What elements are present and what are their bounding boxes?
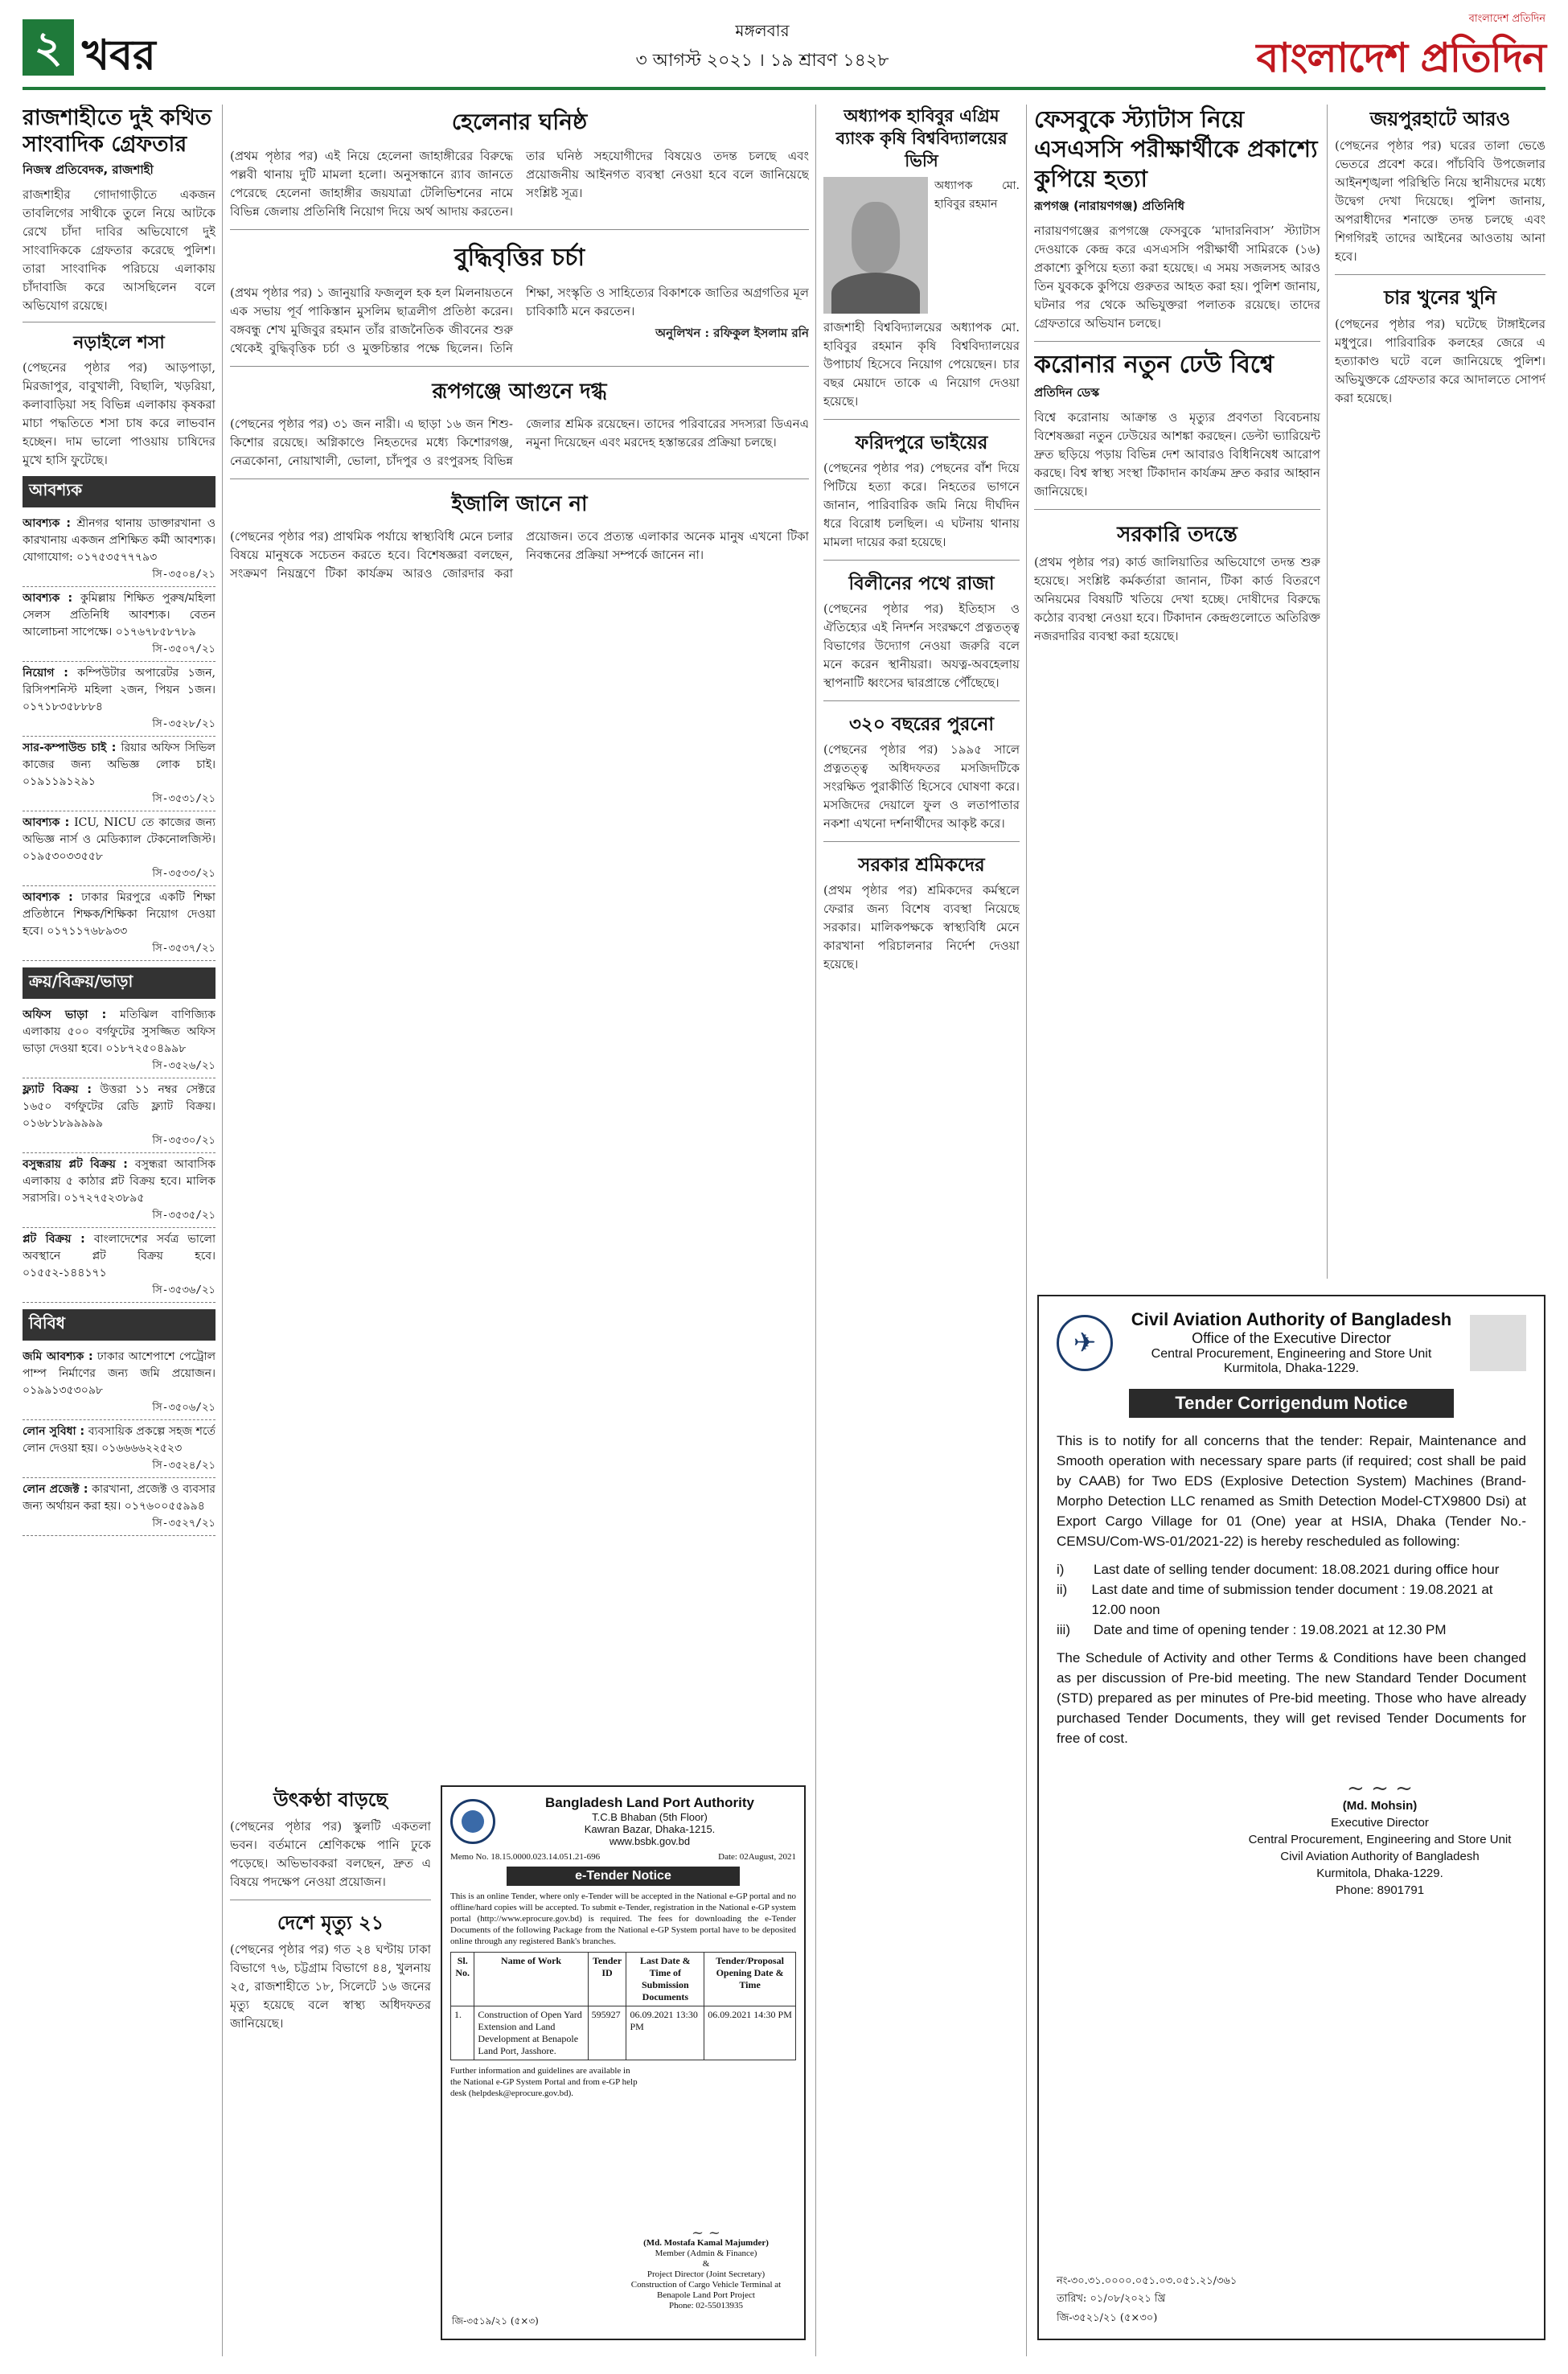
article-facebook: নারায়ণগঞ্জের রূপগঞ্জে ফেসবুকে ‘মাদারনিবাস’ স্ট্যাটাস দেওয়াকে কেন্দ্র করে এসএসসি পরীক্ষার্থী সামিরকে (১৬) প্রকাশ্যে কুপিয়ে হত্যা করা হয়েছে। এ সময় সজলসহ আরও তিন যুবককে কুপিয়ে গুরুতর আহত করা হয়। পুলিশ জানায়, ঘটনার পর থেকে অভিযুক্তরা পলাতক রয়েছে। তাদের গ্রেফতারে অভিযান চলছে। <box>1034 224 1320 331</box>
caab-intro: This is to notify for all concerns that the tender: Repair, Maintenance and Smooth operation with necessary spare parts (if required; cost shall be paid by CAAB) for Two EDS (Explosive Detection System) Machines (Brand- Morpho Detection LLC renamed as Smith Detection Model-CTX9800 Dsi) at Export Cargo Village for 01 (One) year at HSIA, Dhaka (Tender No.-CEMSU/Com-WS-01/2021-22) is hereby rescheduled as following: <box>1057 1433 1526 1549</box>
land-port-memo: Memo No. 18.15.0000.023.14.051.21-696 <box>450 1852 601 1862</box>
column-small-news <box>230 1785 431 2348</box>
article-ijali-body <box>230 528 809 583</box>
byline-facebook: রূপগঞ্জ (নারায়ণগঞ্জ) প্রতিনিধি <box>1034 199 1185 213</box>
byline-rajshahi: নিজস্ব প্রতিবেদক, রাজশাহী <box>23 162 154 177</box>
list-item: iii) Date and time of opening tender : 19.08.2021 at 12.30 PM <box>1057 1622 1447 1637</box>
newspaper-logo <box>1208 11 1545 92</box>
column-middle <box>823 105 1020 2356</box>
article-bilin: (পেছনের পৃষ্ঠার পর) ইতিহাস ও ঐতিহ্যের এই নিদর্শন সংরক্ষণে প্রত্নতত্ত্ব বিভাগের উদ্যোগ নেওয়া জরুরি বলে মনে করেন স্থানীয়রা। অযত্ন-অবহেলায় স্থাপনাটি ধ্বংসের দ্বারপ্রান্তে পৌঁছেছে। <box>823 602 1020 690</box>
land-port-signature-block: ~ ~ (Md. Mostafa Kamal Majumder) Member (Admin & Finance) & Project Director (Joint Secretary) Construction of Cargo Vehicle Terminal at Benapole Land Port Project Phone: 02-55013935 <box>618 2228 794 2311</box>
land-port-intro: This is an online Tender, where only e-Tender will be accepted in the National e-GP portal and no offline/hard copies will be accepted. To submit e-Tender, registration in the National e-GP system portal (http://www.eprocure.gov.bd) is required. The fees for downloading the e-Tender Documents of the following Package from the National e-GP System portal have to be deposited online through any registered Bank's branches. <box>450 1891 796 1946</box>
vc-caption: অধ্যাপক মো. হাবিবুর রহমান <box>934 179 1020 211</box>
divider <box>823 841 1020 842</box>
classified-item: লোন সুবিধা : ব্যবসায়িক প্রকল্পে সহজ শর্তে লোন দেওয়া হয়। ০১৬৬৬৬২২৫২৩ সি-৩৫২৪/২১ <box>23 1420 215 1478</box>
column-rule <box>222 105 223 2356</box>
divider <box>823 700 1020 701</box>
headline-buddhi: বুদ্ধিবৃত্তির চর্চা <box>454 244 585 272</box>
page-number: ২ <box>23 19 74 76</box>
table-header: Sl. No. <box>451 1953 474 2006</box>
portrait-image <box>1470 1315 1526 1371</box>
divider <box>1034 341 1320 342</box>
byline-corona: প্রতিদিন ডেস্ক <box>1034 385 1100 400</box>
article-joypurhat: (পেছনের পৃষ্ঠার পর) ঘরের তালা ভেঙে ভেতরে প্রবেশ করে। পাঁচবিবি উপজেলার আইনশৃঙ্খলা পরিস্থিতি নিয়ে স্থানীয়দের মধ্যে উদ্বেগ দেখা দিয়েছে। পুলিশ জানায়, অপরাধীদের শনাক্তে তদন্ত চলছে এবং শিগগিরই তাদের আইনের আওতায় আনা হবে। <box>1335 138 1545 264</box>
caab-org: Civil Aviation Authority of Bangladesh <box>1131 1309 1452 1329</box>
column-rule <box>1026 105 1027 2356</box>
headline-vc: অধ্যাপক হাবিবুর এগ্রিম ব্যাংক কৃষি বিশ্ববিদ্যালয়ের ভিসি <box>835 106 1008 170</box>
article-corona: বিশ্বে করোনায় আক্রান্ত ও মৃত্যুর প্রবণতা বিবেচনায় বিশেষজ্ঞরা নতুন ঢেউয়ের আশঙ্কা করছেন। ডেল্টা ভ্যারিয়েন্ট দ্রুত ছড়িয়ে পড়ায় বিভিন্ন দেশ আবারও বিধিনিষেধ আরোপ করছে। বিশ্ব স্বাস্থ্য সংস্থা টিকাদান কার্যক্রম দ্রুত করার আহ্বান জানিয়েছে। <box>1034 410 1320 499</box>
signature-icon: ~ ~ <box>692 2224 720 2241</box>
column-middle-right <box>1034 105 1320 1287</box>
logo-tagline: বাংলাদেশ প্রতিদিন <box>1468 13 1545 25</box>
ad-caab <box>1037 1295 1545 2340</box>
headline-threehundred: ৩২০ বছরের পুরনো <box>848 714 995 735</box>
headline-facebook: ফেসবুকে স্ট্যাটাস নিয়ে এসএসসি পরীক্ষার্থীকে প্রকাশ্যে কুপিয়ে হত্যা <box>1034 105 1318 192</box>
list-item: i) Last date of selling tender document: 18.08.2021 during office hour <box>1057 1562 1500 1577</box>
headline-helena: হেলেনার ঘনিষ্ঠ <box>451 109 588 135</box>
article-utkantha: (পেছনের পৃষ্ঠার পর) স্কুলটি একতলা ভবন। বর্তমানে শ্রেণিকক্ষে পানি ঢুকে পড়েছে। অভিভাবকরা বলছেন, দ্রুত এ বিষয়ে পদক্ষেপ নেওয়া প্রয়োজন। <box>230 1819 431 1889</box>
caab-items <box>1057 1559 1526 1640</box>
classified-item: আবশ্যক : কুমিল্লায় শিক্ষিত পুরুষ/মহিলা সেলস প্রতিনিধি আবশ্যক। বেতন আলোচনা সাপেক্ষে। ০১৭৬৭৮৫৮৭৮৯ সি-৩৫০৭/২১ <box>23 587 215 662</box>
table-header: Tender ID <box>588 1953 626 2006</box>
caab-unit: Central Procurement, Engineering and Store Unit <box>1151 1347 1432 1361</box>
classified-section-title: আবশ্যক <box>23 476 215 507</box>
headline-rupganj: রূপগঞ্জে আগুনে দগ্ধ <box>432 380 607 404</box>
caab-memo: নং-৩০.৩১.০০০০.০৫১.০৩.০৫১.২১/৩৬১ <box>1057 2275 1238 2287</box>
caab-office: Office of the Executive Director <box>1192 1330 1391 1346</box>
table-header: Last Date & Time of Submission Documents <box>626 1953 704 2006</box>
land-port-code: জি-৩৫১৯/২১ (৫×৩) <box>452 2315 539 2327</box>
column-left <box>23 105 215 2356</box>
article-buddhi-body <box>230 284 809 358</box>
headline-sarkari: সরকারি তদন্তে <box>1117 523 1238 547</box>
signature-icon: ~ ~ ~ <box>1347 1776 1413 1801</box>
classified-item: আবশ্যক : শ্রীনগর থানায় ডাক্তারখানা ও কারখানায় একজন প্রশিক্ষিত কর্মী আবশ্যক। যোগাযোগ: ০১৭৫৩৫৭৭৭৯৩ সি-৩৫০৪/২১ <box>23 512 215 587</box>
classified-item: আবশ্যক : ঢাকার মিরপুরে একটি শিক্ষা প্রতিষ্ঠানে শিক্ষক/শিক্ষিকা নিয়োগ দেওয়া হবে। ০১৭১১৭৬৮৯৩৩ সি-৩৫৩৭/২১ <box>23 886 215 961</box>
classified-item: বসুন্ধরায় প্লট বিক্রয় : বসুন্ধরা আবাসিক এলাকায় ৫ কাঠার প্লট বিক্রয় হবে। মালিক সরাসরি। ০১৭২৭৫২৩৮৯৫ সি-৩৫৩৫/২১ <box>23 1153 215 1228</box>
land-port-table <box>450 1952 796 2060</box>
article-ijali: (পেছনের পৃষ্ঠার পর) প্রাথমিক পর্যায়ে স্বাস্থ্যবিধি মেনে চলার বিষয়ে মানুষকে সচেতন করতে হবে। বিশেষজ্ঞরা বলছেন, সংক্রমণ নিয়ন্ত্রণে টিকা কার্যক্রম আরও জোরদার করা প্রয়োজন। তবে প্রত্যন্ত এলাকার অনেক মানুষ এখনো টিকা নিবন্ধনের প্রক্রিয়া সম্পর্কে জানেন না। <box>230 529 809 581</box>
article-narail: (পেছনের পৃষ্ঠার পর) আড়পাড়া, মিরজাপুর, বাবুখালী, বিছালি, খড়রিয়া, কলাবাড়িয়া সহ বিভিন্ন এলাকায় কৃষকরা মাচা পদ্ধতিতে শসা চাষ করে লাভবান হচ্ছেন। দাম ভালো পাওয়ায় চাষিদের মুখে হাসি ফুটেছে। <box>23 360 215 467</box>
article-rupganj: (পেছনের পৃষ্ঠার পর) ৩১ জন নারী। এ ছাড়া ১৬ জন শিশু-কিশোর রয়েছে। অগ্নিকাণ্ডে নিহতদের মধ্যে কিশোরগঞ্জ, নেত্রকোনা, নোয়াখালী, ভোলা, চাঁদপুর ও রংপুরসহ বিভিন্ন জেলার শ্রমিক রয়েছেন। তাদের পরিবারের সদস্যরা ডিএনএ নমুনা দিয়েছেন এবং মরদেহ হস্তান্তরের প্রক্রিয়া চলছে। <box>230 417 809 468</box>
caab-date: তারিখ: ০১/০৮/২০২১ খ্রি <box>1057 2293 1166 2305</box>
divider <box>1335 274 1545 275</box>
article-rajshahi: রাজশাহীর গোদাগাড়ীতে একজন তাবলিগের সাথীকে তুলে নিয়ে আটকে রেখে চাঁদা দাবির অভিযোগে দুই সাংবাদিককে গ্রেফতার করেছে পুলিশ। তারা সাংবাদিক পরিচয়ে এলাকায় চাঁদাবাজি করে আসছিলেন বলে অভিযোগ রয়েছে। <box>23 187 215 313</box>
divider <box>823 419 1020 420</box>
article-buddhi-author: অনুলিখন : রফিকুল ইসলাম রনি <box>655 326 809 340</box>
headline-rajshahi: রাজশাহীতে দুই কথিত সাংবাদিক গ্রেফতার <box>23 105 212 157</box>
divider <box>230 478 809 479</box>
caab-plane-icon: ✈ <box>1057 1315 1113 1371</box>
headline-deshe: দেশে মৃত্যু ২১ <box>277 1912 384 1934</box>
article-faridpur: (পেছনের পৃষ্ঠার পর) পেছনের বাঁশ দিয়ে পিটিয়ে হত্যা করে। নিহতের ভাগনে জানান, পারিবারিক জমি নিয়ে দীর্ঘদিন ধরে বিরোধ চলছিল। এ ঘটনায় থানায় মামলা দায়ের করা হয়েছে। <box>823 461 1020 549</box>
article-sarkari: (প্রথম পৃষ্ঠার পর) কার্ড জালিয়াতির অভিযোগে তদন্ত শুরু হয়েছে। সংশ্লিষ্ট কর্মকর্তারা জানান, টিকা কার্ড বিতরণে অনিয়মের বিষয়টি খতিয়ে দেখা হচ্ছে। দোষীদের বিরুদ্ধে কঠোর ব্যবস্থা নেওয়া হবে। টিকাদান কেন্দ্রগুলোতে অতিরিক্ত নজরদারির ব্যবস্থা করা হয়েছে। <box>1034 555 1320 643</box>
ad-land-port <box>441 1785 806 2340</box>
caab-outro: The Schedule of Activity and other Terms & Conditions have been changed as per discussion of Pre-bid meeting. The new Standard Tender Document (STD) prepared as per minutes of Pre-bid meeting. Those who have already purchased Tender Documents, they will get revised Tender Documents for free of cost. <box>1057 1650 1526 1746</box>
headline-faridpur: ফরিদপুরে ভাইয়ের <box>855 433 988 454</box>
divider <box>1034 509 1320 510</box>
divider <box>230 229 809 230</box>
section-title: খবর <box>82 31 156 80</box>
article-deshe: (পেছনের পৃষ্ঠার পর) গত ২৪ ঘণ্টায় ঢাকা বিভাগে ৭৬, চট্টগ্রাম বিভাগে ৪৪, খুলনায় ২৫, রাজশাহীতে ১৮, সিলেটে ১৬ জনের মৃত্যু হয়েছে বলে স্বাস্থ্য অধিদফতর জানিয়েছে। <box>230 1942 431 2031</box>
headline-joypurhat: জয়পুরহাটে আরও <box>1369 108 1511 130</box>
headline-bilin: বিলীনের পথে রাজা <box>848 573 995 594</box>
masthead-rule <box>23 87 1545 90</box>
caab-code: জি-৩৫২১/২১ (৫×৩০) <box>1057 2312 1158 2324</box>
land-port-address2: Kawran Bazar, Dhaka-1215. <box>584 1823 716 1835</box>
headline-corona: করোনার নতুন ঢেউ বিশ্বে <box>1034 351 1274 379</box>
classified-item: আবশ্যক : ICU, NICU তে কাজের জন্য অভিজ্ঞ নার্স ও মেডিক্যাল টেকনোলজিস্ট। ০১৯৫৩০৩৩৫৫৮ সি-৩৫৩৩/২১ <box>23 811 215 886</box>
divider <box>823 560 1020 561</box>
caab-place: Kurmitola, Dhaka-1229. <box>1223 1362 1360 1375</box>
headline-sarkar: সরকার শ্রমিকদের <box>858 855 985 876</box>
issue-date: ৩ আগস্ট ২০২১ । ১৯ শ্রাবণ ১৪২৮ <box>635 51 889 71</box>
caab-title: Tender Corrigendum Notice <box>1129 1389 1454 1418</box>
column-rule <box>1327 105 1328 1279</box>
headline-char: চার খুনের খুনি <box>1384 286 1496 309</box>
table-header: Name of Work <box>474 1953 588 2006</box>
land-port-website: www.bsbk.gov.bd <box>609 1835 691 1847</box>
article-buddhi: (প্রথম পৃষ্ঠার পর) ১ জানুয়ারি ফজলুল হক হল মিলনায়তনে এক সভায় পূর্ব পাকিস্তান মুসলিম ছাত্রলীগ প্রতিষ্ঠা করেন। বঙ্গবন্ধু শেখ মুজিবুর রহমান তাঁর রাজনৈতিক জীবনের শুরু থেকেই বুদ্ধিবৃত্তিক চর্চা ও মুক্তচিন্তার পক্ষে ছিলেন। তিনি শিক্ষা, সংস্কৃতি ও সাহিত্যের বিকাশকে জাতির অগ্রগতির মূল চাবিকাঠি মনে করতেন। <box>230 285 809 355</box>
headline-utkantha: উৎকণ্ঠা বাড়ছে <box>273 1789 388 1811</box>
article-threehundred: (পেছনের পৃষ্ঠার পর) ১৯৯৫ সালে প্রত্নতত্ত্ব অধিদফতর মসজিদটিকে সংরক্ষিত পুরাকীর্তি হিসেবে ঘোষণা করে। মসজিদের দেয়ালে ফুল ও লতাপাতার নকশা এখনো দর্শনার্থীদের আকৃষ্ট করে। <box>823 742 1020 831</box>
misc-section-title: বিবিধ <box>23 1309 215 1341</box>
classified-item: লোন প্রজেক্ট : কারখানা, প্রজেক্ট ও ব্যবসার জন্য অর্থায়ন করা হয়। ০১৭৬০০৫৫৯৯৪ সি-৩৫২৭/২১ <box>23 1478 215 1536</box>
list-item: ii) Last date and time of submission tender document : 19.08.2021 at 12.00 noon <box>1057 1582 1493 1617</box>
article-char: (পেছনের পৃষ্ঠার পর) ঘটেছে টাঙ্গাইলের মধুপুরে। পারিবারিক কলহের জেরে এ হত্যাকাণ্ড ঘটে বলে জানিয়েছে পুলিশ। অভিযুক্তকে গ্রেফতার করে আদালতে সোপর্দ করা হয়েছে। <box>1335 317 1545 405</box>
land-port-emblem-icon <box>450 1799 495 1844</box>
land-port-footer: Further information and guidelines are available in the National e-GP System Portal and from e-GP help desk (helpdesk@eprocure.gov.bd). <box>450 2066 638 2098</box>
divider <box>230 366 809 367</box>
classified-item: ফ্ল্যাট বিক্রয় : উত্তরা ১১ নম্বর সেক্টরে ১৬৫০ বর্গফুটের রেডি ফ্ল্যাট বিক্রয়। ০১৬৮১৮৯৯৯৯৯ সি-৩৫৩০/২১ <box>23 1078 215 1153</box>
table-header: Tender/Proposal Opening Date & Time <box>704 1953 796 2006</box>
land-port-org: Bangladesh Land Port Authority <box>544 1795 755 1810</box>
land-port-date: Date: 02August, 2021 <box>718 1852 796 1862</box>
headline-ijali: ইজালি জানে না <box>451 492 588 516</box>
caab-signature-block: ~ ~ ~ (Md. Mohsin) Executive Director Central Procurement, Engineering and Store Unit Civil Aviation Authority of Bangladesh Kurmitola, Dhaka-1229. Phone: 8901791 <box>1233 1780 1526 1899</box>
article-rupganj-body <box>230 415 809 470</box>
sale-section-title: ক্রয়/বিক্রয়/ভাড়া <box>23 967 215 999</box>
article-vc: রাজশাহী বিশ্ববিদ্যালয়ের অধ্যাপক মো. হাবিবুর রহমান কৃষি বিশ্ববিদ্যালয়ের উপাচার্য হিসেবে নিয়োগ পেয়েছেন। চার বছর মেয়াদে তাকে এ নিয়োগ দেওয়া হয়েছে। <box>823 320 1020 409</box>
classified-item: সার-কম্পাউন্ড চাই : রিয়ার অফিস সিভিল কাজের জন্য অভিজ্ঞ লোক চাই। ০১৯১১৯১২৯১ সি-৩৫৩১/২১ <box>23 737 215 811</box>
article-sarkar: (প্রথম পৃষ্ঠার পর) শ্রমিকদের কর্মস্থলে ফেরার জন্য বিশেষ ব্যবস্থা নিয়েছে সরকার। মালিকপক্ষকে স্বাস্থ্যবিধি মেনে কারখানা পরিচালনার নির্দেশ দেওয়া হয়েছে। <box>823 883 1020 971</box>
column-right <box>1335 105 1545 1279</box>
column-rule <box>815 105 816 2356</box>
classified-item: জমি আবশ্যক : ঢাকার আশেপাশে পেট্রোল পাম্প নির্মাণের জন্য জমি প্রয়োজন। ০১৯৯১৩৫৩০৯৮ সি-৩৫০৬/২১ <box>23 1345 215 1420</box>
article-helena-body <box>230 147 809 221</box>
table-row: 1. Construction of Open Yard Extension and Land Development at Benapole Land Port, Jasshore. 595927 06.09.2021 13:30 PM 06.09.2021 14:30 PM <box>451 2006 796 2060</box>
classified-item: নিয়োগ : কম্পিউটার অপারেটর ১জন, রিসিপশনিস্ট মহিলা ২জন, পিয়ন ১জন। ০১৭১৮৩৫৮৮৮৪ সি-৩৫২৮/২১ <box>23 662 215 737</box>
land-port-address1: T.C.B Bhaban (5th Floor) <box>592 1811 708 1823</box>
headline-narail: নড়াইলে শসা <box>73 333 165 353</box>
classified-item: প্লট বিক্রয় : বাংলাদেশের সর্বত্র ভালো অবস্থানে প্লট বিক্রয় হবে। ০১৫৫২-১৪৪১৭১ সি-৩৫৩৬/২১ <box>23 1228 215 1303</box>
logo-wordmark: বাংলাদেশ প্রতিদিন <box>1256 35 1545 81</box>
issue-day: মঙ্গলবার <box>735 21 790 40</box>
land-port-title: e-Tender Notice <box>507 1867 740 1886</box>
article-helena: (প্রথম পৃষ্ঠার পর) এই নিয়ে হেলেনা জাহাঙ্গীরের বিরুদ্ধে পল্লবী থানায় দুটি মামলা হলো। অনুসন্ধানে র‌্যাব জানতে পেরেছে হেলেনা জাহাঙ্গীর জয়যাত্রা টেলিভিশনের নামে বিভিন্ন জেলায় প্রতিনিধি নিয়োগ দিয়ে অর্থ আদায় করতেন। তার ঘনিষ্ঠ সহযোগীদের বিষয়েও তদন্ত চলছে এবং প্রয়োজনীয় আইনগত ব্যবস্থা নেওয়া হবে বলে জানিয়েছে সংশ্লিষ্ট সূত্র। <box>230 149 809 219</box>
vc-photo <box>823 177 928 314</box>
classified-item: অফিস ভাড়া : মতিঝিল বাণিজ্যিক এলাকায় ৫০০ বর্গফুটের সুসজ্জিত অফিস ভাড়া দেওয়া হবে। ০১৮৭২৫০৪৯৯৮ সি-৩৫২৬/২১ <box>23 1004 215 1078</box>
